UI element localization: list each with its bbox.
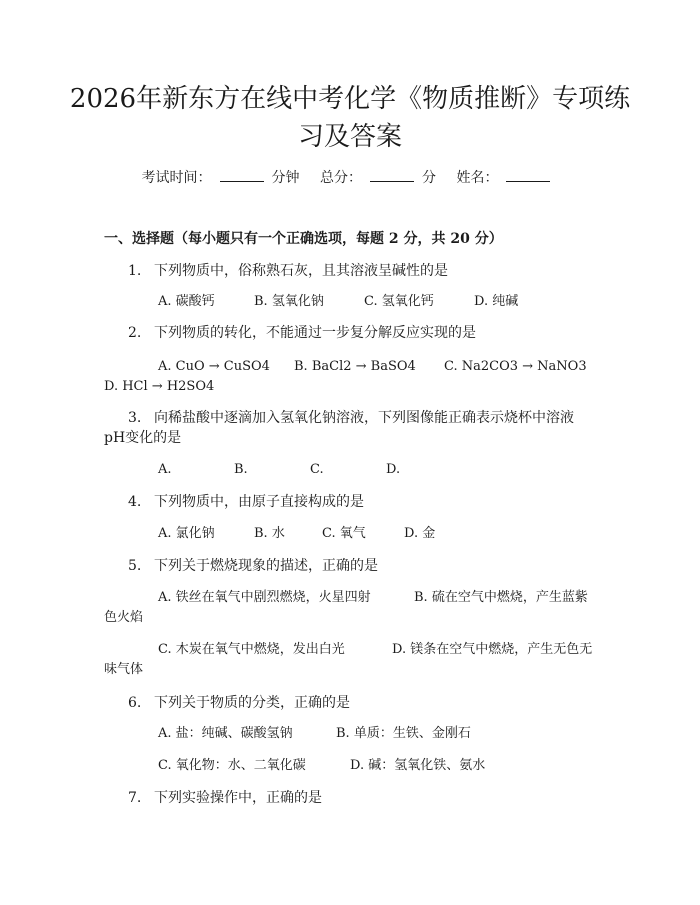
- options-5b: [104, 640, 594, 680]
- question-text: 下列物质中，俗称熟石灰，且其溶液呈碱性的是: [154, 263, 448, 279]
- option: B. BaCl2 → BaSO4: [294, 359, 416, 374]
- name-blank: [506, 169, 550, 182]
- question-number: 4.: [128, 494, 142, 510]
- question-number: 7.: [128, 790, 142, 806]
- option: C. 木炭在氧气中燃烧，发出白光: [158, 642, 345, 657]
- option: D. 碱：氢氧化铁、氨水: [350, 758, 486, 773]
- question-text: 向稀盐酸中逐滴加入氢氧化钠溶液，下列图像能正确表示烧杯中溶液pH变化的是: [104, 410, 574, 446]
- option: C. Na2CO3 → NaNO3: [444, 359, 587, 374]
- option: B. 水: [254, 526, 285, 541]
- exam-meta: [0, 168, 700, 188]
- option: A. 碳酸钙: [158, 294, 215, 309]
- question-5: [104, 556, 594, 576]
- exam-name: [456, 170, 558, 186]
- question-4: [104, 492, 594, 512]
- options-3: [104, 460, 594, 480]
- options-6a: [104, 724, 594, 744]
- question-text: 下列实验操作中，正确的是: [154, 790, 322, 806]
- question-2: [104, 323, 594, 343]
- options-2: [104, 357, 594, 377]
- option: C. 氧气: [322, 526, 366, 541]
- options-2-cont: [104, 377, 594, 397]
- option: D. HCl → H2SO4: [104, 379, 215, 394]
- exam-time: [142, 170, 300, 186]
- option: C. 氢氧化钙: [364, 294, 434, 309]
- question-number: 1.: [128, 263, 142, 279]
- question-text: 下列关于燃烧现象的描述，正确的是: [154, 558, 378, 574]
- score-blank: [370, 169, 414, 182]
- option: A. 氯化钠: [158, 526, 215, 541]
- question-text: 下列关于物质的分类，正确的是: [154, 695, 350, 711]
- option: D. 镁条在空气中燃烧，产生无色无味气体: [104, 642, 593, 677]
- question-number: 5.: [128, 558, 142, 574]
- option: C.: [310, 462, 324, 477]
- options-5a: [104, 588, 594, 628]
- option: B. 氢氧化钠: [254, 294, 324, 309]
- score-unit: 分: [422, 170, 436, 186]
- document-title: 2026年新东方在线中考化学《物质推断》专项练习及答案: [69, 84, 631, 152]
- question-3: [104, 408, 594, 448]
- options-4: [104, 524, 594, 544]
- time-label: 考试时间：: [141, 170, 212, 186]
- option: A. 铁丝在氧气中剧烈燃烧，火星四射: [158, 590, 371, 605]
- time-blank: [220, 169, 264, 182]
- option: A. CuO → CuSO4: [158, 359, 270, 374]
- score-label: 总分：: [320, 170, 362, 186]
- option: B. 硫在空气中燃烧，产生蓝紫色火焰: [104, 590, 588, 625]
- option: A.: [158, 462, 172, 477]
- question-6: [104, 693, 594, 713]
- name-label: 姓名：: [456, 170, 499, 186]
- option: C. 氧化物：水、二氧化碳: [158, 758, 306, 773]
- option: D. 金: [404, 526, 436, 541]
- question-text: 下列物质的转化，不能通过一步复分解反应实现的是: [154, 325, 476, 341]
- question-text: 下列物质中，由原子直接构成的是: [154, 494, 364, 510]
- option: B. 单质：生铁、金刚石: [336, 726, 471, 741]
- question-7: [104, 788, 594, 808]
- option: D. 纯碱: [474, 294, 519, 309]
- option: B.: [234, 462, 248, 477]
- option: D.: [386, 462, 401, 477]
- time-unit: 分钟: [271, 170, 300, 186]
- question-number: 3.: [128, 410, 142, 426]
- options-1: [104, 292, 594, 312]
- question-number: 2.: [128, 325, 142, 341]
- question-1: [104, 261, 594, 281]
- question-number: 6.: [128, 695, 142, 711]
- exam-score: [320, 170, 436, 186]
- options-6b: [104, 756, 594, 776]
- section-heading: 一、选择题（每小题只有一个正确选项，每题 2 分，共 20 分）: [104, 231, 503, 247]
- option: A. 盐：纯碱、碳酸氢钠: [158, 726, 293, 741]
